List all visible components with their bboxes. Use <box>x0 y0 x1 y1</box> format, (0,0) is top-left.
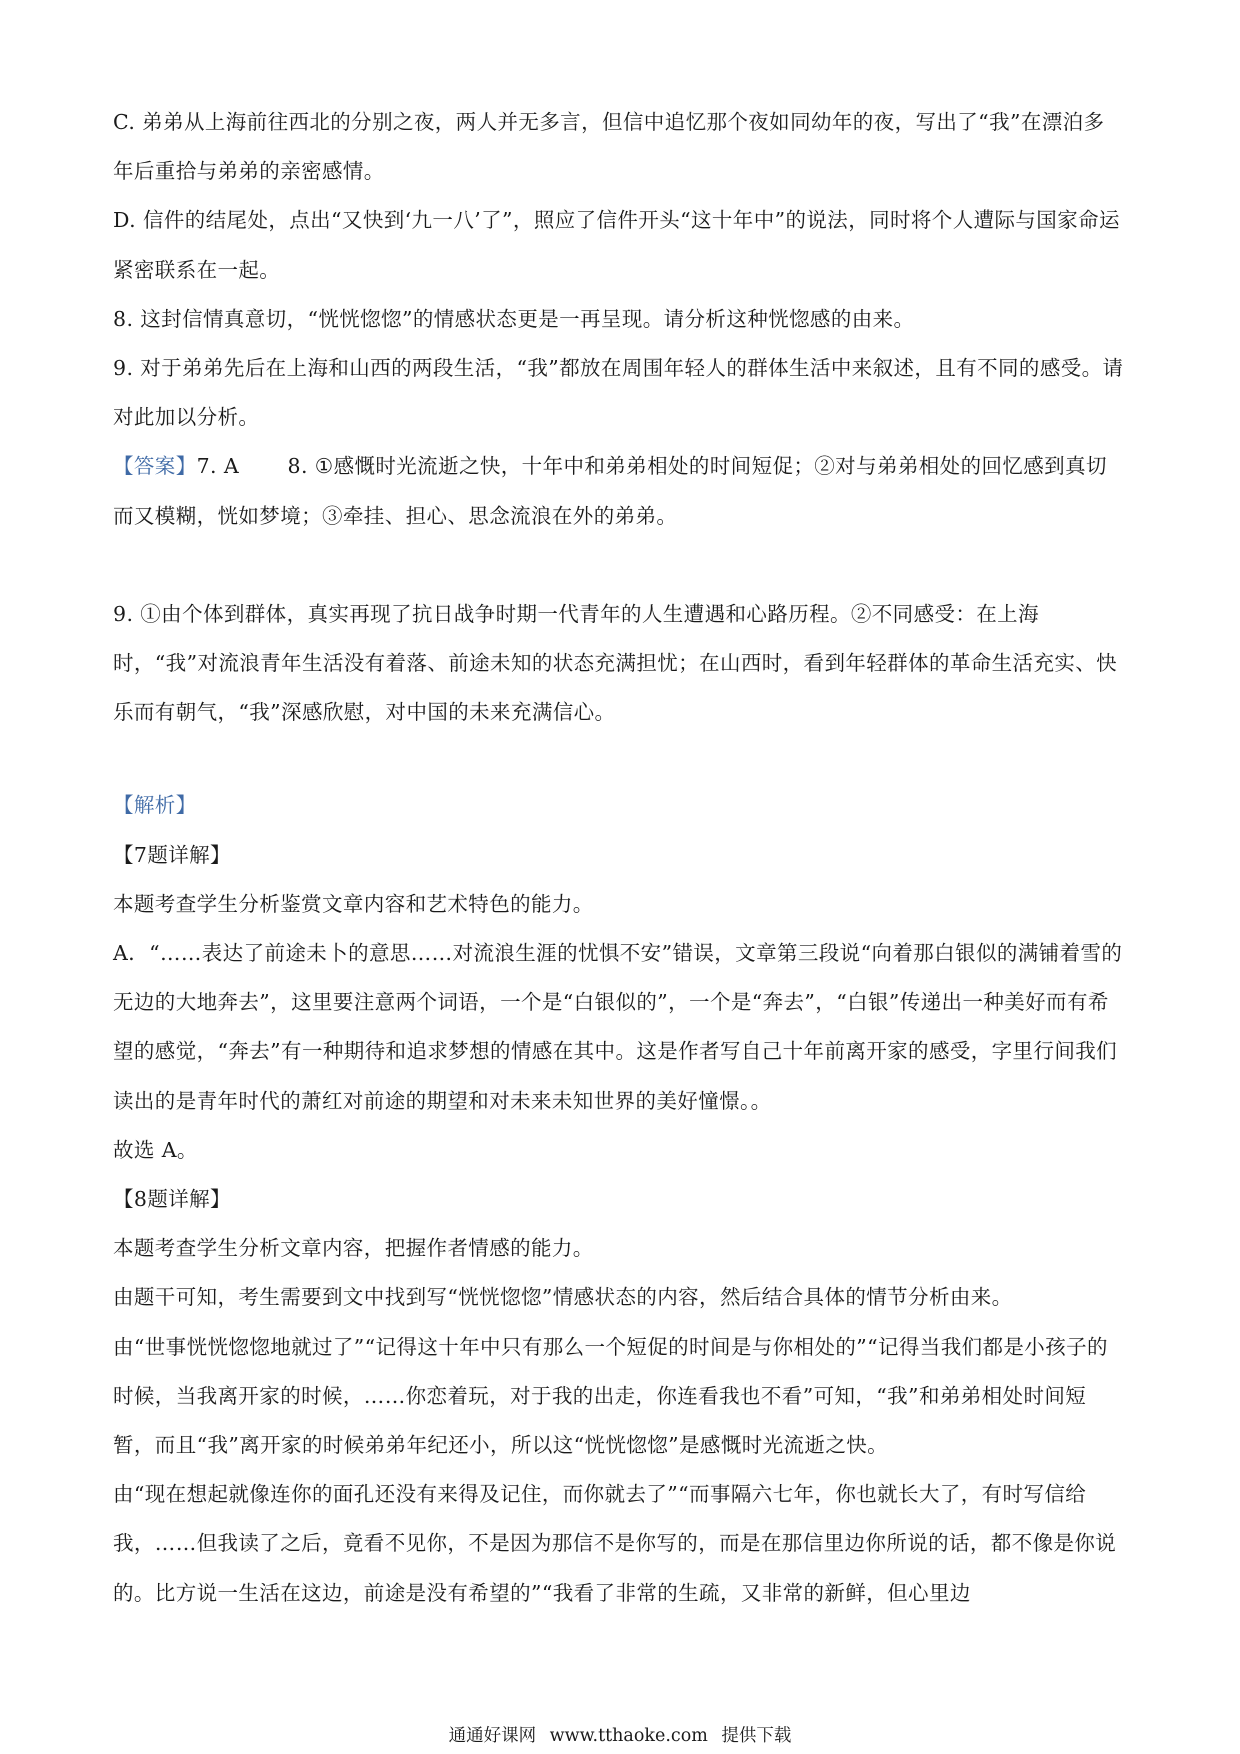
question-7-option-d: D. 信件的结尾处，点出“又快到‘九一八’了”，照应了信件开头“这十年中”的说法，同时将个人遭际与国家命运紧密联系在一起。 <box>113 208 1120 282</box>
footer-site-name: 通通好课网 <box>448 1726 537 1746</box>
document-page <box>113 98 1125 1618</box>
analysis-8-paragraph-2: 由“世事恍恍惚惚地就过了”“记得这十年中只有那么一个短促的时间是与你相处的”“记得当我们都是小孩子的时候，当我离开家的时候，……你恋着玩，对于我的出走，你连看我也不看”可知，“我”和弟弟相处时间短暂，而且“我”离开家的时候弟弟年纪还小，所以这“恍恍惚惚”是感慨时光流逝之快。 <box>113 1334 1108 1458</box>
page-footer <box>0 1722 1240 1747</box>
analysis-8-heading: 【8题详解】 <box>113 1187 231 1212</box>
footer-suffix: 提供下载 <box>721 1726 792 1746</box>
analysis-8-paragraph-1: 由题干可知，考生需要到文中找到写“恍恍惚惚”情感状态的内容，然后结合具体的情节分析由来。 <box>113 1285 1013 1310</box>
analysis-8-paragraph-3: 由“现在想起就像连你的面孔还没有来得及记住，而你就去了”“而事隔六七年，你也就长大了，有时写信给我，……但我读了之后，竟看不见你，不是因为那信不是你写的，而是在那信里边你所说的话，都不像是你说的。比方说一生活在这边，前途是没有希望的”“我看了非常的生疏，又非常的新鲜，但心里边 <box>113 1482 1117 1605</box>
question-7-option-c: C. 弟弟从上海前往西北的分别之夜，两人并无多言，但信中追忆那个夜如同幼年的夜，写出了“我”在漂泊多年后重拾与弟弟的亲密感情。 <box>113 110 1105 184</box>
answer-label: 【答案】 <box>113 454 197 479</box>
answer-7: 7. A <box>196 454 240 479</box>
analysis-7-heading: 【7题详解】 <box>113 842 231 867</box>
footer-url[interactable]: www.tthaoke.com <box>549 1726 708 1746</box>
analysis-label: 【解析】 <box>113 793 197 818</box>
analysis-7-detail: A．“……表达了前途未卜的意思……对流浪生涯的忧惧不安”错误，文章第三段说“向着那白银似的满铺着雪的无边的大地奔去”，这里要注意两个词语，一个是“白银似的”，一个是“奔去”，“白银”传递出一种美好而有希望的感觉，“奔去”有一种期待和追求梦想的情感在其中。这是作者写自己十年前离开家的感受，字里行间我们读出的是青年时代的萧红对前途的期望和对未来未知世界的美好憧憬。。 <box>113 941 1123 1113</box>
answer-9: 9. ①由个体到群体，真实再现了抗日战争时期一代青年的人生遭遇和心路历程。②不同感受：在上海时，“我”对流浪青年生活没有着落、前途未知的状态充满担忧；在山西时，看到年轻群体的革命生活充实、快乐而有朝气，“我”深感欣慰，对中国的未来充满信心。 <box>113 601 1118 725</box>
answer-8: 8. ①感慨时光流逝之快，十年中和弟弟相处的时间短促；②对与弟弟相处的回忆感到真切而又模糊，恍如梦境；③牵挂、担心、思念流浪在外的弟弟。 <box>113 454 1107 528</box>
question-9: 9. 对于弟弟先后在上海和山西的两段生活，“我”都放在周围年轻人的群体生活中来叙述，且有不同的感受。请对此加以分析。 <box>113 356 1124 430</box>
question-8: 8. 这封信情真意切，“恍恍惚惚”的情感状态更是一再呈现。请分析这种恍惚感的由来。 <box>113 306 915 331</box>
answer-block <box>113 442 1125 540</box>
analysis-7-conclusion: 故选 A。 <box>113 1137 198 1162</box>
analysis-7-intro: 本题考查学生分析鉴赏文章内容和艺术特色的能力。 <box>113 891 594 916</box>
analysis-8-intro: 本题考查学生分析文章内容，把握作者情感的能力。 <box>113 1236 594 1261</box>
